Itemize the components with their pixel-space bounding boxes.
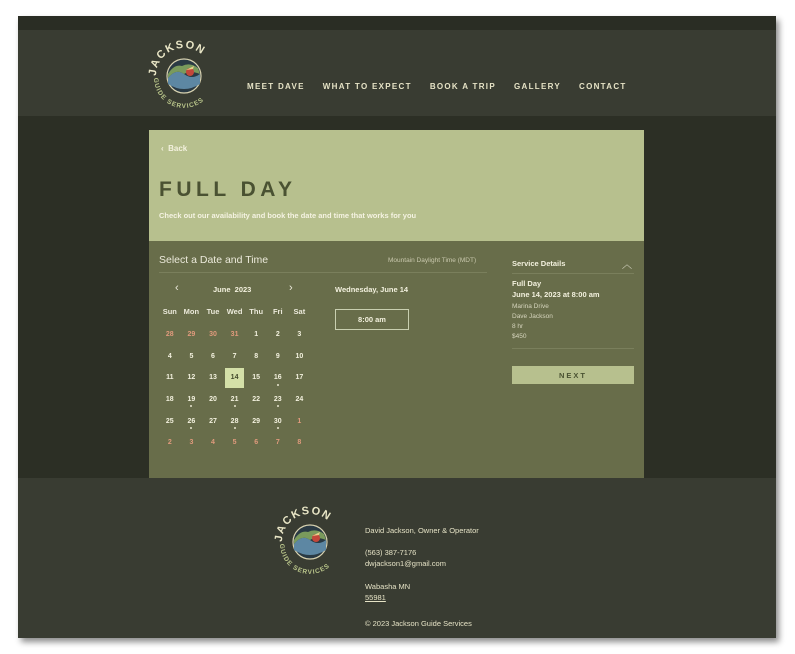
calendar-day[interactable] xyxy=(159,410,181,432)
availability-dot-icon xyxy=(277,384,279,386)
calendar-day-number: 25 xyxy=(165,417,174,425)
service-location: Marina Drive xyxy=(512,303,549,310)
calendar-day-number: 1 xyxy=(254,331,259,339)
calendar-day[interactable] xyxy=(267,432,289,454)
calendar-day[interactable] xyxy=(224,389,246,411)
calendar-day[interactable] xyxy=(245,432,267,454)
weekday-label: Sat xyxy=(293,307,306,316)
calendar-day[interactable] xyxy=(181,432,203,454)
availability-dot-icon xyxy=(234,405,236,407)
jackson-logo-icon xyxy=(272,504,348,580)
logo-top-text: JACKSON xyxy=(146,38,208,77)
calendar-day-number: 14 xyxy=(230,374,239,382)
footer-city: Wabasha MN xyxy=(365,582,411,591)
calendar-day-number: 27 xyxy=(209,417,217,425)
calendar-day[interactable] xyxy=(181,367,203,389)
calendar-day-number: 24 xyxy=(295,396,304,404)
calendar-day-number: 28 xyxy=(165,331,174,339)
calendar-day-number: 30 xyxy=(273,417,282,425)
service-details-heading: Service Details xyxy=(512,259,566,268)
nav-what-to-expect[interactable]: WHAT TO EXPECT xyxy=(322,82,412,91)
calendar-day-number: 5 xyxy=(189,352,194,360)
jackson-logo-icon xyxy=(146,38,222,114)
calendar-day[interactable] xyxy=(267,410,289,432)
logo-top-text: JACKSON xyxy=(272,504,334,543)
calendar-day[interactable] xyxy=(267,367,289,389)
calendar-day-number: 18 xyxy=(165,396,174,404)
service-staff: Dave Jackson xyxy=(512,313,553,320)
selected-date-label: Wednesday, June 14 xyxy=(335,285,409,294)
calendar-day-number: 19 xyxy=(187,396,196,404)
calendar-day[interactable] xyxy=(245,410,267,432)
site-footer xyxy=(18,478,776,638)
back-label: Back xyxy=(168,144,188,153)
calendar-day-number: 7 xyxy=(232,352,237,360)
calendar-day-number: 1 xyxy=(297,417,302,425)
service-name: Full Day xyxy=(512,279,542,288)
header-logo[interactable] xyxy=(146,38,222,114)
footer-zip xyxy=(365,593,386,602)
calendar-day[interactable] xyxy=(202,410,224,432)
calendar-day-number: 2 xyxy=(275,331,280,339)
calendar-day[interactable] xyxy=(245,389,267,411)
time-slot-button[interactable]: 8:00 am xyxy=(335,309,409,330)
calendar-day[interactable] xyxy=(159,367,181,389)
calendar-day-number: 30 xyxy=(209,331,217,339)
service-price: $450 xyxy=(512,333,527,340)
calendar-day-number: 13 xyxy=(209,374,217,382)
top-band xyxy=(18,16,776,30)
calendar-day-number: 11 xyxy=(166,374,174,382)
calendar-day-number: 7 xyxy=(275,439,280,447)
page-title: FULL DAY xyxy=(159,178,297,201)
next-month-chevron-right-icon[interactable]: › xyxy=(289,282,293,294)
calendar-day[interactable] xyxy=(159,346,181,368)
footer-email[interactable]: dwjackson1@gmail.com xyxy=(365,559,446,568)
calendar-day[interactable] xyxy=(181,389,203,411)
calendar-day-number: 22 xyxy=(252,396,261,404)
weekday-label: Fri xyxy=(272,307,283,316)
calendar-day[interactable] xyxy=(289,346,311,368)
calendar-day[interactable] xyxy=(267,346,289,368)
footer-owner: David Jackson, Owner & Operator xyxy=(365,526,479,535)
calendar-day-number: 3 xyxy=(297,331,302,339)
calendar-day[interactable] xyxy=(289,324,311,346)
calendar-day-number: 17 xyxy=(295,374,304,382)
calendar-day-number: 23 xyxy=(273,396,282,404)
calendar-day-number: 8 xyxy=(254,352,259,360)
divider xyxy=(159,272,487,273)
nav-book-a-trip[interactable]: BOOK A TRIP xyxy=(429,82,496,91)
calendar-day[interactable] xyxy=(202,324,224,346)
page-frame xyxy=(18,16,776,638)
booking-panel xyxy=(149,241,644,478)
calendar-day-number: 15 xyxy=(252,374,261,382)
calendar-day-number: 9 xyxy=(275,352,280,360)
calendar-day-number: 2 xyxy=(167,439,172,447)
calendar-day-number: 12 xyxy=(187,374,196,382)
availability-dot-icon xyxy=(234,427,236,429)
calendar-day-number: 6 xyxy=(211,352,215,360)
calendar-day-number: 3 xyxy=(189,439,194,447)
calendar-day-number: 10 xyxy=(295,352,304,360)
section-title: Select a Date and Time xyxy=(159,254,269,266)
availability-dot-icon xyxy=(190,405,192,407)
weekday-label: Thu xyxy=(249,307,264,316)
divider xyxy=(512,273,634,274)
calendar-day[interactable] xyxy=(224,432,246,454)
calendar-day[interactable] xyxy=(267,324,289,346)
calendar-day[interactable] xyxy=(202,432,224,454)
nav-contact[interactable]: CONTACT xyxy=(579,82,627,91)
footer-phone[interactable]: (563) 387-7176 xyxy=(365,548,417,557)
calendar-day[interactable] xyxy=(289,432,311,454)
calendar-day-number: 20 xyxy=(209,396,217,404)
calendar-day[interactable] xyxy=(159,432,181,454)
calendar-day[interactable] xyxy=(181,410,203,432)
page-subtitle: Check out our availability and book the date and time that works for you xyxy=(159,211,417,220)
nav-gallery[interactable]: GALLERY xyxy=(513,82,561,91)
calendar-day-number: 29 xyxy=(187,331,196,339)
calendar-day[interactable] xyxy=(202,346,224,368)
service-datetime: June 14, 2023 at 8:00 am xyxy=(512,290,600,299)
calendar-day-number: 26 xyxy=(187,417,196,425)
calendar-day[interactable] xyxy=(181,346,203,368)
calendar-day-number: 16 xyxy=(273,374,282,382)
calendar-day[interactable] xyxy=(289,410,311,432)
footer-logo[interactable] xyxy=(272,504,348,580)
calendar-day-number: 4 xyxy=(167,352,172,360)
chevron-left-icon: ‹ xyxy=(161,144,164,153)
calendar-day[interactable] xyxy=(267,389,289,411)
calendar-day-number: 29 xyxy=(252,417,261,425)
availability-dot-icon xyxy=(277,427,279,429)
collapse-chevron-up-icon[interactable]: ︿ xyxy=(622,260,632,271)
calendar-day[interactable] xyxy=(224,346,246,368)
footer-zip-value: 55981 xyxy=(365,593,386,602)
calendar-day[interactable] xyxy=(202,367,224,389)
calendar-day[interactable] xyxy=(224,410,246,432)
logo-bottom-text: GUIDE SERVICES xyxy=(277,543,332,577)
month-label: June 2023 xyxy=(213,285,252,294)
service-hero xyxy=(149,130,644,241)
calendar-day-number: 6 xyxy=(254,439,259,447)
divider xyxy=(512,348,634,349)
availability-dot-icon xyxy=(277,405,279,407)
weekday-label: Mon xyxy=(183,307,200,316)
weekday-label: Wed xyxy=(226,307,243,316)
calendar-day-number: 31 xyxy=(230,331,239,339)
next-button[interactable]: NEXT xyxy=(512,366,634,384)
calendar-day[interactable] xyxy=(159,324,181,346)
availability-dot-icon xyxy=(190,427,192,429)
calendar-day-number: 5 xyxy=(232,439,237,447)
main-nav xyxy=(247,82,645,91)
calendar-day-number: 8 xyxy=(297,439,302,447)
calendar-day[interactable] xyxy=(202,389,224,411)
site-header xyxy=(18,30,776,116)
calendar-day-number: 4 xyxy=(211,439,215,447)
service-duration: 8 hr xyxy=(512,323,524,330)
calendar-day-selected[interactable] xyxy=(225,368,245,388)
calendar-day[interactable] xyxy=(245,324,267,346)
calendar-day[interactable] xyxy=(245,367,267,389)
calendar-grid xyxy=(159,324,311,454)
prev-month-chevron-left-icon[interactable]: ‹ xyxy=(175,282,179,294)
calendar-day[interactable] xyxy=(245,346,267,368)
calendar-day-number: 28 xyxy=(230,417,239,425)
weekday-label: Sun xyxy=(162,307,177,316)
back-link[interactable] xyxy=(161,144,187,153)
logo-bottom-text: GUIDE SERVICES xyxy=(151,77,206,111)
calendar-day[interactable] xyxy=(181,324,203,346)
timezone-label: Mountain Daylight Time (MDT) xyxy=(388,257,477,264)
weekday-header xyxy=(159,307,311,316)
calendar-day[interactable] xyxy=(289,367,311,389)
calendar-day[interactable] xyxy=(289,389,311,411)
footer-copyright: © 2023 Jackson Guide Services xyxy=(365,619,472,628)
weekday-label: Tue xyxy=(206,307,220,316)
calendar-day[interactable] xyxy=(159,389,181,411)
calendar-day[interactable] xyxy=(224,324,246,346)
nav-meet-dave[interactable]: MEET DAVE xyxy=(247,82,305,91)
calendar-day-number: 21 xyxy=(230,396,239,404)
